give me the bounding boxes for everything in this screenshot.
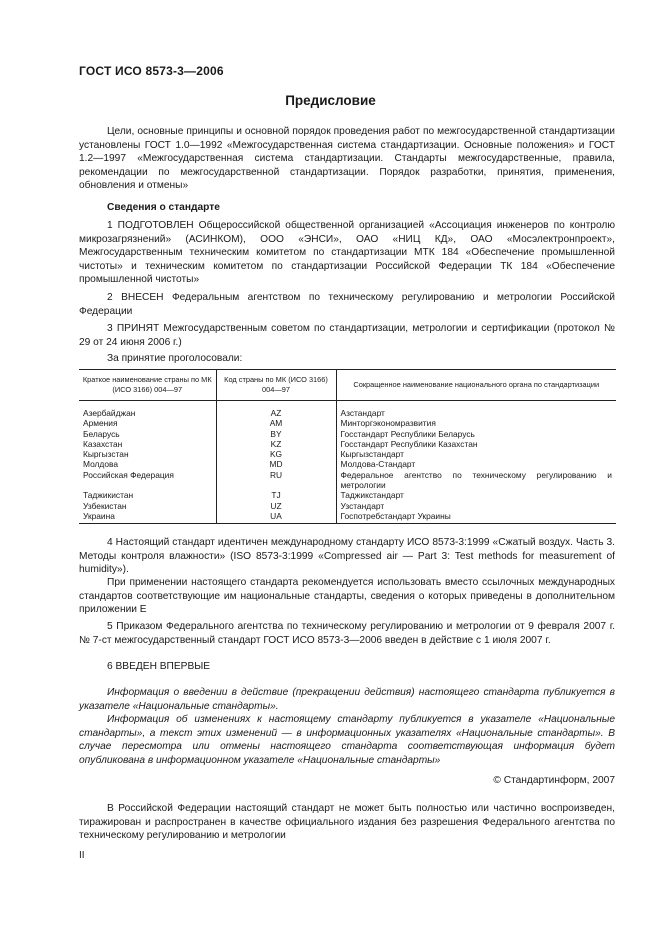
table-header-row — [79, 370, 616, 401]
item-1-paragraph: 1 ПОДГОТОВЛЕН Общероссийской общественной организацией «Ассоциация инженеров по контролю микрозагрязнений» (АСИНКОМ), ООО «ЭНСИ», ОАО «НИЦ КД», ОАО «Мосэлектронпроект», Межгосударственным техническим комитетом по стандартизации МТК 184 «Обеспечение промышленной чистоты» и техническим комитетом по стандартизации Российской Федерации ТК 184 «Обеспечение промышленной чистоты» — [79, 220, 615, 286]
code-cell: TJ — [216, 490, 336, 500]
body-cell: Молдова-Стандарт — [336, 459, 616, 469]
table-row — [79, 449, 616, 459]
notice-introduction: Информация о введении в действие (прекращении действия) настоящего стандарта публикуется в указателе «Национальные стандарты». — [79, 687, 615, 712]
code-cell: RU — [216, 470, 336, 491]
table-row — [79, 470, 616, 491]
item-4-note: При применении настоящего стандарта рекомендуется использовать вместо ссылочных международных стандартов соответствующие им национальные стандарты, сведения о которых приведены в дополнительном приложении Е — [79, 577, 615, 616]
page-title: Предисловие — [285, 93, 376, 108]
notice-changes: Информация об изменениях к настоящему стандарту публикуется в указателе «Национальные стандарты», а текст этих изменений — в информационных указателях «Национальные стандарты». В случае пересмотра или отмены настоящего стандарта соответствующая информация будет опубликована в информационном указателе «Национальные стандарты» — [79, 714, 615, 766]
country-cell: Азербайджан — [83, 408, 136, 418]
intro-paragraph: Цели, основные принципы и основной порядок проведения работ по межгосударственной стандартизации установлены ГОСТ 1.0—1992 «Межгосударственная система стандартизации. Основные положения» и ГОСТ 1.2—1997 «Межгосударственная система стандартизации. Стандарты межгосударственные, правила, рекомендации по межгосударственной стандартизации. Порядок разработки, принятия, применения, обновления и отмены» — [79, 126, 615, 192]
item-4-paragraph: 4 Настоящий стандарт идентичен международному стандарту ИСО 8573-3:1999 «Сжатый воздух. Часть 3. Методы контроля влажности» (ISO 8573-3:1999 «Compressed air — Part 3: Test methods for measurement of humidity»). — [79, 537, 615, 576]
country-cell: Армения — [83, 418, 118, 429]
document-header: ГОСТ ИСО 8573-3—2006 — [79, 64, 224, 78]
item-2-paragraph: 2 ВНЕСЕН Федеральным агентством по техническому регулированию и метрологии Российской Федерации — [79, 292, 615, 317]
body-cell: Госстандарт Республики Казахстан — [336, 439, 616, 449]
table-header-body: Сокращенное наименование национального органа по стандартизации — [336, 370, 616, 401]
body-cell: Кыргызстандарт — [336, 449, 616, 459]
code-cell: AZ — [216, 401, 336, 419]
code-cell: BY — [216, 429, 336, 439]
item-3-paragraph: 3 ПРИНЯТ Межгосударственным советом по стандартизации, метрологии и сертификации (протокол № 29 от 24 июня 2006 г.) — [79, 323, 615, 348]
country-cell: Беларусь — [83, 428, 120, 439]
body-cell: Таджикстандарт — [336, 490, 616, 500]
table-row — [79, 511, 616, 524]
page-number: II — [79, 850, 85, 861]
table-row — [79, 490, 616, 500]
body-cell: Минторгэкономразвития — [336, 418, 616, 428]
code-cell: AM — [216, 418, 336, 428]
table-row — [79, 501, 616, 511]
item-6-paragraph: 6 ВВЕДЕН ВПЕРВЫЕ — [107, 661, 211, 672]
table-row — [79, 429, 616, 439]
table-row — [79, 401, 616, 419]
item-5-paragraph: 5 Приказом Федерального агентства по техническому регулированию и метрологии от 9 февраля 2007 г. № 7-ст межгосударственный стандарт ГОСТ ИСО 8573-3—2006 введен в действие с 1 июля 2007 г. — [79, 621, 615, 646]
table-header-country: Краткое наименование страны по МК (ИСО 3166) 004—97 — [79, 370, 216, 401]
copyright-line: © Стандартинформ, 2007 — [493, 775, 615, 786]
table-row — [79, 418, 616, 428]
country-cell: Украина — [79, 511, 216, 524]
country-cell: Таджикистан — [83, 490, 134, 501]
body-cell: Госпотребстандарт Украины — [336, 511, 616, 524]
body-cell: Федеральное агентство по техническому регулированию и метрологии — [336, 470, 616, 491]
country-cell: Молдова — [83, 459, 118, 470]
voting-table — [79, 369, 616, 524]
code-cell: KZ — [216, 439, 336, 449]
country-cell: Кыргызстан — [83, 449, 129, 460]
code-cell: KG — [216, 449, 336, 459]
table-row — [79, 439, 616, 449]
country-cell: Российская Федерация — [83, 469, 174, 480]
code-cell: MD — [216, 459, 336, 469]
body-cell: Азстандарт — [336, 401, 616, 419]
body-cell: Госстандарт Республики Беларусь — [336, 429, 616, 439]
rights-paragraph: В Российской Федерации настоящий стандарт не может быть полностью или частично воспроизведен, тиражирован и распространен в качестве официального издания без разрешения Федерального агентства по техническому регулированию и метрологии — [79, 803, 615, 842]
table-header-code: Код страны по МК (ИСО 3166) 004—97 — [216, 370, 336, 401]
voted-label: За принятие проголосовали: — [107, 353, 243, 364]
code-cell: UA — [216, 511, 336, 524]
country-cell: Узбекистан — [83, 500, 127, 511]
code-cell: UZ — [216, 501, 336, 511]
info-heading: Сведения о стандарте — [107, 202, 220, 213]
body-cell: Узстандарт — [336, 501, 616, 511]
table-row — [79, 459, 616, 469]
country-cell: Казахстан — [83, 438, 123, 449]
